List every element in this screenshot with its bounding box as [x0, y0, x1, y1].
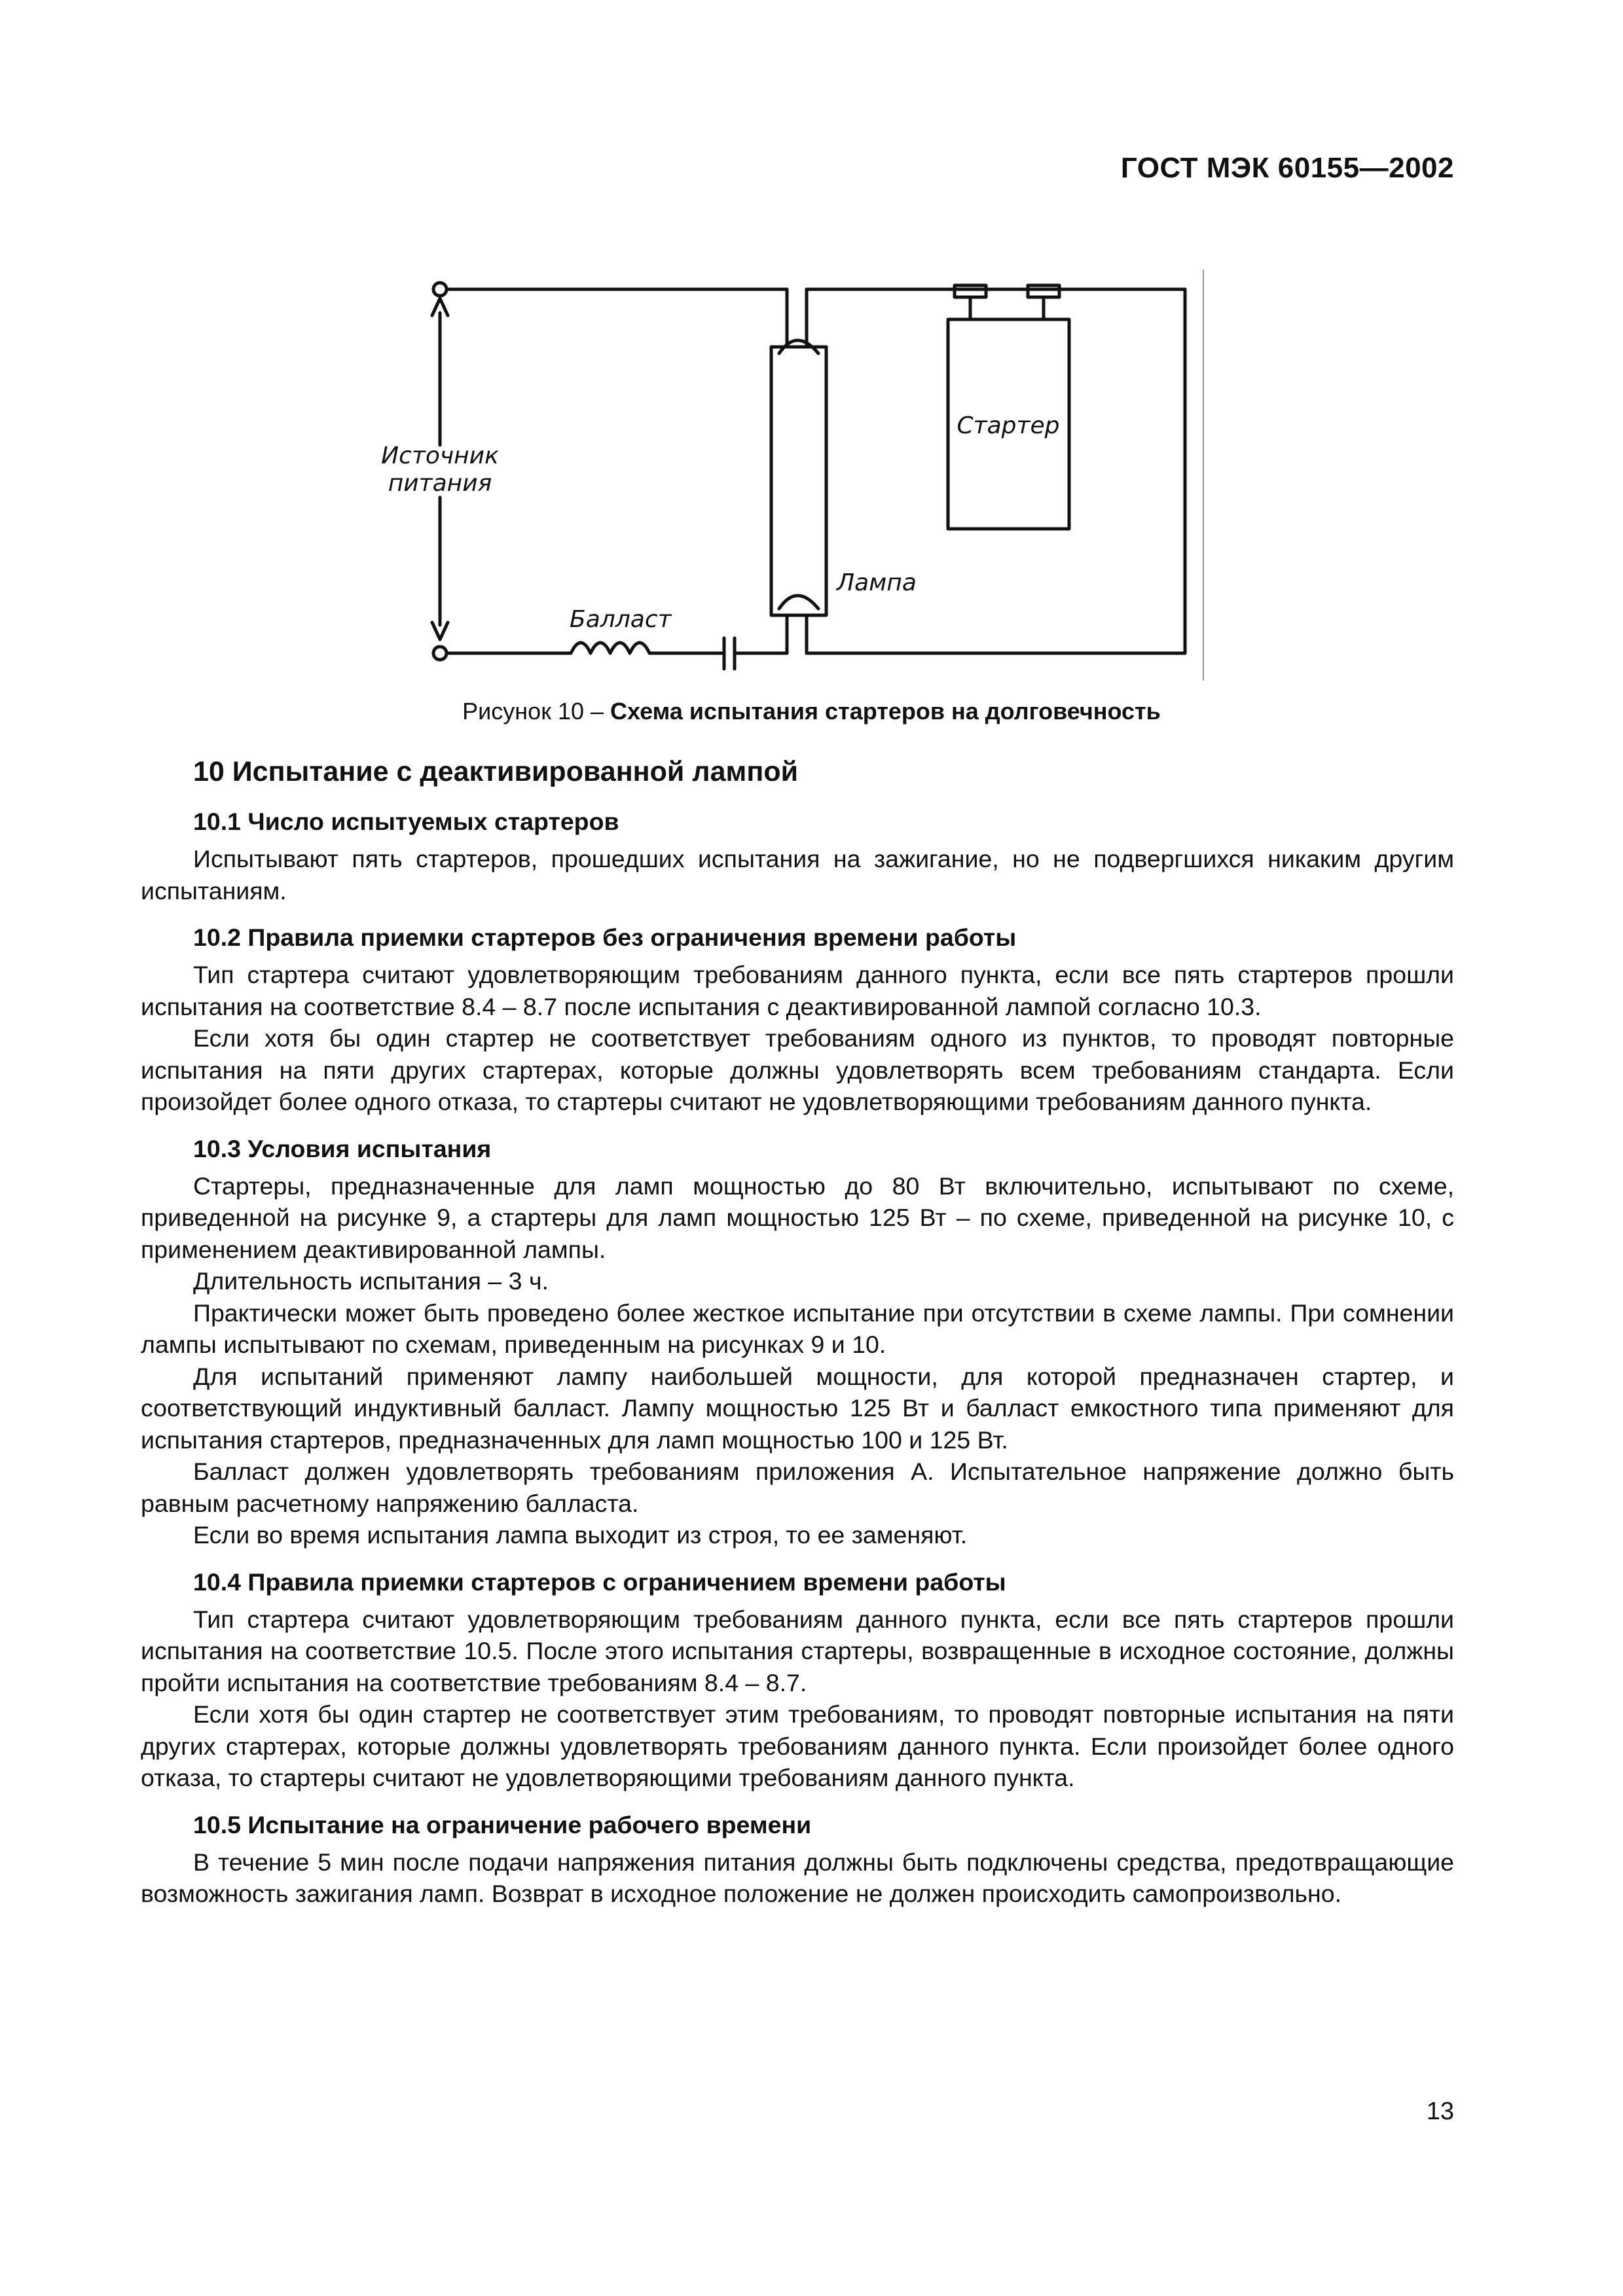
document-code-header: ГОСТ МЭК 60155—2002	[1120, 152, 1454, 184]
power-source-label-line1: Источник	[381, 442, 499, 469]
subsection-title-10-1: 10.1 Число испытуемых стартеров	[193, 808, 619, 835]
subsection-title-10-4: 10.4 Правила приемки стартеров с ограничением времени работы	[193, 1568, 1006, 1596]
paragraph: Практически может быть проведено более жесткое испытание при отсутствии в схеме лампы. При сомнении лампы испытывают по схемам, приведенным на рисунках 9 и 10.	[141, 1299, 1454, 1358]
power-source-label-line2: питания	[388, 470, 492, 497]
paragraph: Балласт должен удовлетворять требованиям приложения А. Испытательное напряжение должно быть равным расчетному напряжению балласта.	[141, 1458, 1454, 1517]
paragraph: Для испытаний применяют лампу наибольшей мощности, для которой предназначен стартер, и соответствующий индуктивный балласт. Лампу мощностью 125 Вт и балласт емкостного типа применяют для испытания стартеров, предназначенных для ламп мощностью 100 и 125 Вт.	[141, 1362, 1454, 1454]
ballast-label: Балласт	[570, 606, 672, 633]
subsection-title-10-3: 10.3 Условия испытания	[193, 1134, 492, 1162]
paragraph: В течение 5 мин после подачи напряжения питания должны быть подключены средства, предотвращающие возможность зажигания ламп. Возврат в исходное положение не должен происходить самопроизвольно.	[141, 1848, 1454, 1907]
paragraph: Тип стартера считают удовлетворяющим требованиям данного пункта, если все пять стартеров прошли испытания на соответствие 8.4 – 8.7 после испытания с деактивированной лампой согласно 10.3.	[141, 961, 1454, 1020]
subsection-title-10-2: 10.2 Правила приемки стартеров без ограничения времени работы	[193, 924, 1017, 951]
paragraph: Испытывают пять стартеров, прошедших испытания на зажигание, но не подвергшихся никаким другим испытаниям.	[141, 845, 1454, 905]
page-number: 13	[1426, 2098, 1454, 2125]
figure-caption-prefix: Рисунок 10 –	[462, 698, 611, 725]
paragraph: Тип стартера считают удовлетворяющим требованиям данного пункта, если все пять стартеров прошли испытания на соответствие 10.5. После этого испытания стартеры, возвращенные в исходное состояние, должны пройти испытания на соответствие требованиям 8.4 – 8.7.	[141, 1605, 1454, 1696]
circuit-diagram-svg	[367, 262, 1244, 694]
lamp-label: Лампа	[837, 569, 917, 596]
figure-caption	[0, 698, 1623, 725]
paragraph: Если хотя бы один стартер не соответствует этим требованиям, то проводят повторные испытания на пяти других стартерах, которые должны удовлетворять требованиям данного пункта. Если произойдет более одного отказа, то стартеры считают не удовлетворяющими требованиям данного пункта.	[141, 1700, 1454, 1791]
paragraph: Если во время испытания лампа выходит из строя, то ее заменяют.	[193, 1521, 968, 1549]
paragraph: Если хотя бы один стартер не соответствует требованиям одного из пунктов, то проводят повторные испытания на пяти других стартерах, которые должны удовлетворять всем требованиям стандарта. Если произойдет более одного отказа, то стартеры считают не удовлетворяющими требованиям данного пункта.	[141, 1024, 1454, 1115]
section-title: 10 Испытание с деактивированной лампой	[193, 756, 799, 787]
paragraph: Стартеры, предназначенные для ламп мощностью до 80 Вт включительно, испытывают по схеме, приведенной на рисунке 9, а стартеры для ламп мощностью 125 Вт – по схеме, приведенной на рисунке 10, с применением деактивированной лампы.	[141, 1172, 1454, 1263]
starter-label: Стартер	[957, 412, 1060, 439]
figure-caption-title: Схема испытания стартеров на долговечность	[610, 698, 1161, 725]
section-content	[141, 753, 1454, 1910]
circuit-diagram	[367, 262, 1244, 694]
subsection-title-10-5: 10.5 Испытание на ограничение рабочего времени	[193, 1810, 812, 1839]
paragraph: Длительность испытания – 3 ч.	[193, 1267, 549, 1295]
